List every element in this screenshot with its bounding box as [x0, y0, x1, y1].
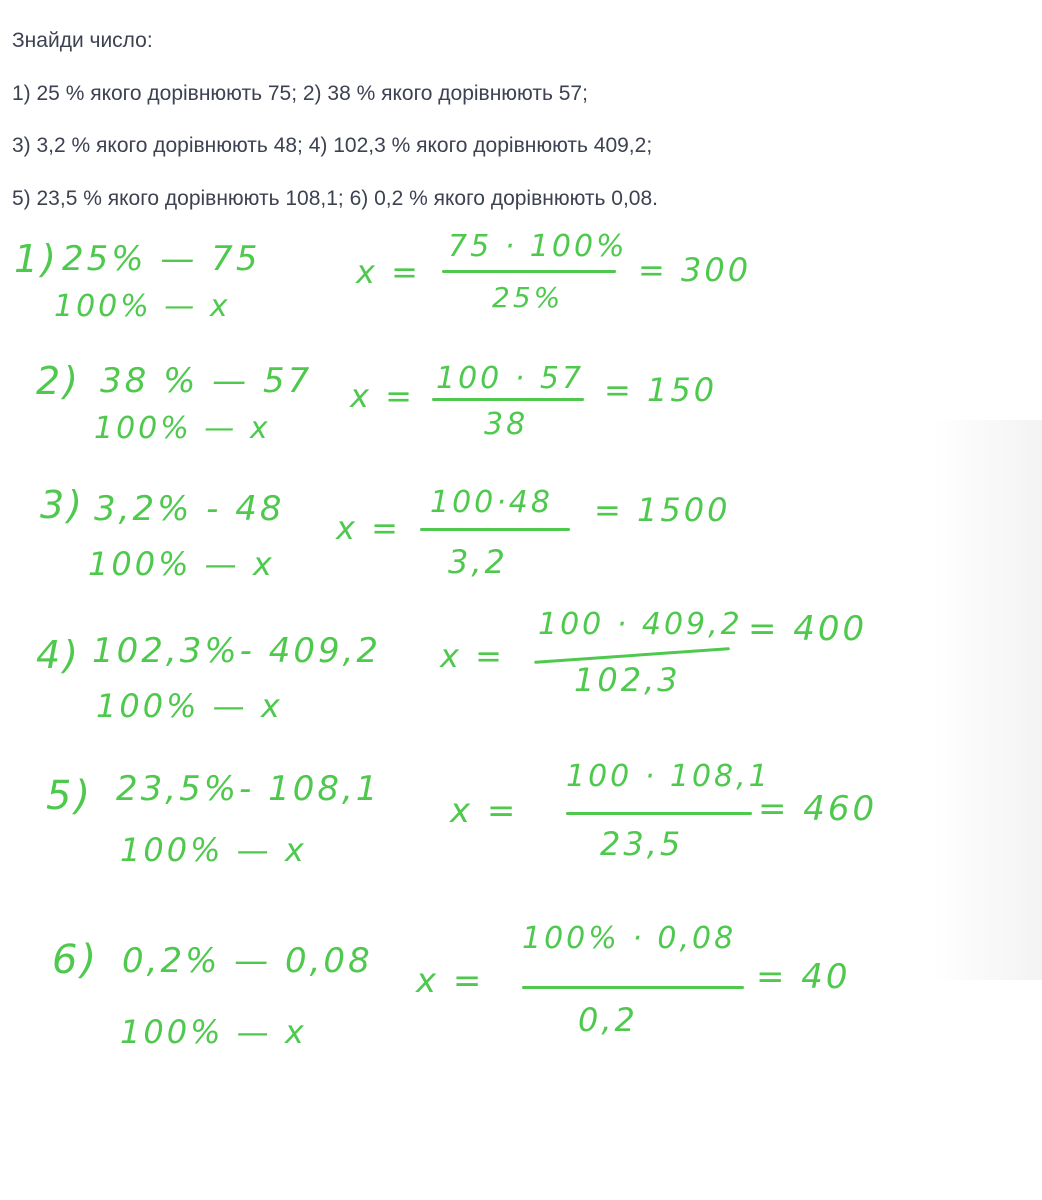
equation-variable: x =	[356, 253, 421, 291]
task-line-1: 1) 25 % якого дорівнюють 75; 2) 38 % якого дорівнюють 57;	[12, 82, 588, 106]
fraction-bar	[566, 812, 752, 815]
equation-variable: x =	[336, 509, 401, 547]
proportion-top: 23,5%- 108,1	[116, 769, 381, 809]
task-title: Знайди число:	[12, 29, 153, 52]
fraction-denominator: 0,2	[578, 1001, 638, 1039]
equation-result: = 300	[638, 251, 752, 289]
proportion-bottom: 100% — x	[120, 1013, 307, 1051]
proportion-top: 3,2% - 48	[94, 489, 285, 529]
task-statement	[12, 28, 1022, 238]
page-edge-shadow	[932, 420, 1042, 980]
solution-number: 3)	[40, 483, 86, 527]
proportion-bottom: 100% — x	[88, 545, 275, 583]
fraction-denominator: 23,5	[600, 825, 684, 863]
solution-number: 1)	[14, 237, 60, 281]
solution-number: 2)	[36, 359, 82, 403]
equation-variable: x =	[440, 637, 505, 675]
equation-result: = 40	[756, 957, 851, 997]
equation-result: = 400	[748, 609, 868, 649]
proportion-bottom: 100% — x	[96, 687, 283, 725]
fraction-numerator: 100 · 57	[436, 361, 585, 396]
solution-number: 5)	[46, 773, 94, 819]
task-line-2: 3) 3,2 % якого дорівнюють 48; 4) 102,3 % якого дорівнюють 409,2;	[12, 134, 653, 158]
solution-number: 6)	[52, 937, 100, 983]
fraction-numerator: 100·48	[430, 485, 553, 520]
fraction-denominator: 3,2	[448, 543, 508, 581]
fraction-numerator: 100 · 409,2	[538, 607, 743, 642]
equation-result: = 1500	[594, 491, 731, 529]
proportion-top: 102,3%- 409,2	[92, 631, 382, 671]
proportion-top: 38 % — 57	[100, 361, 313, 401]
proportion-bottom: 100% — x	[94, 411, 271, 446]
proportion-top: 0,2% — 0,08	[122, 941, 373, 981]
solution-number: 4)	[36, 633, 82, 677]
fraction-numerator: 75 · 100%	[448, 229, 628, 264]
fraction-bar	[420, 528, 570, 531]
fraction-denominator: 38	[484, 407, 529, 442]
fraction-denominator: 25%	[492, 281, 564, 314]
equation-variable: x =	[416, 961, 485, 1001]
proportion-bottom: 100% — x	[54, 289, 231, 324]
fraction-bar	[522, 986, 744, 989]
proportion-top: 25% — 75	[62, 239, 261, 279]
equation-variable: x =	[450, 791, 519, 831]
proportion-bottom: 100% — x	[120, 831, 307, 869]
task-line-3: 5) 23,5 % якого дорівнюють 108,1; 6) 0,2 % якого дорівнюють 0,08.	[12, 186, 658, 210]
equation-result: = 460	[758, 789, 878, 829]
equation-result: = 150	[604, 371, 718, 409]
fraction-numerator: 100% · 0,08	[522, 921, 737, 956]
fraction-numerator: 100 · 108,1	[566, 759, 771, 794]
fraction-bar	[432, 398, 584, 401]
fraction-denominator: 102,3	[574, 661, 681, 699]
equation-variable: x =	[350, 377, 415, 415]
fraction-bar	[442, 270, 616, 273]
